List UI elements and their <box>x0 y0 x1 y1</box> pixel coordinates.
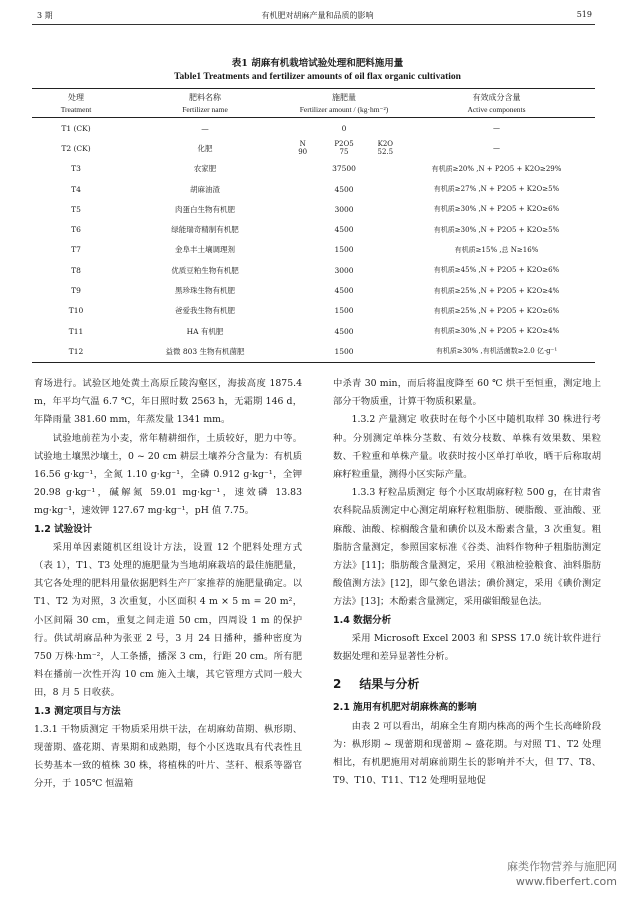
table-cell: 3000 <box>334 265 354 275</box>
table-cell: 4500 <box>334 184 354 194</box>
table-cell: T10 <box>68 306 84 316</box>
table-cell: T6 <box>71 225 81 235</box>
table-row <box>32 138 595 158</box>
table-cell: 爸爱我生物有机肥 <box>175 306 235 316</box>
th-amount-en: Fertilizer amount / (kg·hm⁻²) <box>290 104 398 118</box>
table-cell: — <box>493 144 500 153</box>
npk-value: 52.5 <box>377 148 394 157</box>
table-cell: 有机质≥30% ,N + P2O5 + K2O≥5% <box>433 225 560 234</box>
header-page-number: 519 <box>576 10 592 19</box>
table-cell: 黑珍珠生物有机肥 <box>175 286 235 296</box>
paragraph: 由表 2 可以看出，胡麻全生育期内株高的两个生长高峰阶段为：枞形期 ~ 现蕾期和现蕾期 ~ 盛花期。与对照 T1、T2 处理相比，有机肥施用对胡麻前期生长的影响并不大，但 T7、T8、T9、T10、T11、T12 处理明显地促 <box>333 720 601 787</box>
table-row <box>32 341 595 362</box>
table-cell: 有机质≥30% ,N + P2O5 + K2O≥6% <box>433 205 560 214</box>
paragraph: 采用 Microsoft Excel 2003 和 SPSS 17.0 统计软件进行数据处理和差异显著性分析。 <box>333 632 601 663</box>
table-row <box>32 260 595 280</box>
table-row <box>32 159 595 179</box>
section-heading: 2.1 施用有机肥对胡麻株高的影响 <box>333 702 477 714</box>
npk-amounts <box>290 140 398 156</box>
paragraph: 中杀青 30 min，而后将温度降至 60 ℃ 烘干至恒重，测定地上部分干物质重，计算干物质积累量。 <box>333 378 601 408</box>
table-cell: 1500 <box>290 341 398 362</box>
table-cell: 化肥 <box>197 143 213 153</box>
table-cell: 4500 <box>334 326 354 336</box>
table-cell: T2 (CK) <box>61 143 91 153</box>
table-row <box>32 118 595 139</box>
table-cell: — <box>493 124 500 133</box>
table-row <box>32 179 595 199</box>
paragraph: 1.3.2 产量测定 收获时在每个小区中随机取样 30 株进行考种。分别测定单株分茎数、有效分枝数、单株有效果数、果粒数、千粒重和单株产量。收获时按小区单打单收，晒干后称取胡麻籽粒重量，测得小区实际产量。 <box>333 414 601 481</box>
npk-value: 75 <box>339 148 349 157</box>
th-treatment-cn: 处理 <box>32 89 120 105</box>
paragraph: 育场进行。试验区地处黄土高原丘陵沟壑区，海拔高度 1875.4 m，年平均气温 6.7 ℃，年日照时数 2563 h，无霜期 146 d，年降雨量 381.60 mm，年蒸发量 1341 mm。 <box>34 378 302 426</box>
table-cell: 农家肥 <box>193 164 217 174</box>
table-cell: T5 <box>71 204 81 214</box>
table-row <box>32 240 595 260</box>
header-issue: 3 期 <box>37 11 53 20</box>
treatment-table <box>32 88 595 363</box>
table-cell: 有机质≥25% ,N + P2O5 + K2O≥6% <box>433 306 560 315</box>
table-caption-cn: 表1 胡麻有机栽培试验处理和肥料施用量 <box>231 58 404 69</box>
table-cell: 有机质≥27% ,N + P2O5 + K2O≥5% <box>433 185 560 194</box>
table-cell: 37500 <box>332 164 356 174</box>
section-number: 2 <box>333 677 342 692</box>
table-cell: 4500 <box>334 286 354 296</box>
table-cell: 1500 <box>334 306 354 316</box>
table-cell: T12 <box>32 341 120 362</box>
table-cell: 有机质≥20% ,N + P2O5 + K2O≥29% <box>431 164 562 173</box>
table-cell: T7 <box>71 245 81 255</box>
table-cell: 有机质≥30% ,N + P2O5 + K2O≥4% <box>433 327 560 336</box>
table-cell: 有机质≥30% ,有机活菌数≥2.0 亿·g⁻¹ <box>398 341 595 362</box>
section-title-text: 结果与分析 <box>359 677 420 692</box>
paragraph: 采用单因素随机区组设计方法，设置 12 个肥料处理方式（表 1），T1、T3 处理的施肥量为当地胡麻栽培的最佳施肥量，其它各处理的肥料用量依据肥料生产厂家推荐的施肥量确定。以 T1、T2 为对照，3 次重复，小区面积 4 m × 5 m = 20 m²，小区间隔 30 cm，重复之间走道 50 cm，四周设 1 m 的保护行。供试胡麻品种为张亚 2 号，3 月 24 日播种，播种密度为 750 万株·hm⁻²，人工条播，播深 3 cm，行距 20 cm。所有肥料在播前一次性开沟 10 cm 施入土壤，其它管理方式同一般大田，8 月 5 日收获。 <box>34 541 302 699</box>
table-cell: 益微 803 生物有机菌肥 <box>120 341 290 362</box>
table-cell <box>290 138 398 158</box>
table-cell: T1 (CK) <box>61 123 91 133</box>
table-cell: 有机质≥25% ,N + P2O5 + K2O≥4% <box>433 286 560 295</box>
th-amount-cn: 施肥量 <box>290 89 398 105</box>
table-cell: — <box>201 123 209 133</box>
table-cell: 有机质≥15% ,总 N≥16% <box>454 245 539 254</box>
npk-label: K2O <box>377 140 394 149</box>
table-row <box>32 280 595 300</box>
left-column <box>34 375 302 794</box>
table-cell: 有机质≥45% ,N + P2O5 + K2O≥6% <box>433 266 560 275</box>
th-fertilizer-en: Fertilizer name <box>120 104 290 118</box>
table-cell: T8 <box>71 265 81 275</box>
table-cell: T4 <box>71 184 81 194</box>
table-cell: 0 <box>341 123 347 133</box>
paragraph: 1.3.1 干物质测定 干物质采用烘干法，在胡麻幼苗期、枞形期、现蕾期、盛花期、青果期和成熟期，每个小区选取具有代表性且长势基本一致的植株 30 株，将植株的叶片、茎秆、根系等器官分开，于 105℃ 恒温箱 <box>34 723 302 790</box>
header-title: 有机肥对胡麻产量和品质的影响 <box>261 11 374 20</box>
npk-value: 90 <box>298 148 308 157</box>
table-row <box>32 321 595 341</box>
table-cell: 1500 <box>334 245 354 255</box>
section-heading: 1.3 测定项目与方法 <box>34 705 121 717</box>
section-heading: 1.4 数据分析 <box>333 614 392 626</box>
th-treatment-en: Treatment <box>32 104 120 118</box>
table-cell: 优质豆粕生物有机肥 <box>171 265 239 275</box>
table-cell: T9 <box>71 286 81 296</box>
table-cell: 4500 <box>334 225 354 235</box>
table-cell: T11 <box>68 326 84 336</box>
watermark-url: www.fiberfert.com <box>515 875 617 888</box>
table-row <box>32 301 595 321</box>
table-cell: HA 有机肥 <box>186 326 224 336</box>
right-column <box>333 375 601 790</box>
section-heading: 1.2 试验设计 <box>34 523 93 535</box>
table-caption-en: Table1 Treatments and fertilizer amounts of oil flax organic cultivation <box>174 72 461 82</box>
table-cell: T3 <box>71 164 81 174</box>
table-cell: 胡麻油渣 <box>190 184 220 194</box>
th-components-en: Active components <box>398 104 595 118</box>
th-components-cn: 有效成分含量 <box>398 89 595 105</box>
paragraph: 试验地前茬为小麦，常年精耕细作，土质较好，肥力中等。试验地土壤黑沙壤土，0 ~ 20 cm 耕层土壤养分含量为：有机质 16.56 g·kg⁻¹，全氮 1.10 g·kg⁻¹，全磷 0.912 g·kg⁻¹，全钾 20.98 g·kg⁻¹，碱解氮 59.01 mg·kg⁻¹，速效磷 13.83 mg·kg⁻¹，速效钾 127.67 mg·kg⁻¹，pH 值 7.75。 <box>34 432 302 517</box>
table-cell: 3000 <box>334 204 354 214</box>
th-fertilizer-cn: 肥料名称 <box>120 89 290 105</box>
npk-label: N <box>299 140 306 149</box>
watermark-text: 麻类作物营养与施肥网 <box>507 860 617 873</box>
table-row <box>32 219 595 239</box>
npk-label: P2O5 <box>334 140 354 149</box>
table-cell: 金阜丰土壤调理剂 <box>175 245 235 255</box>
table-cell: 绿能瑞奇精制有机肥 <box>171 225 239 235</box>
table-row <box>32 199 595 219</box>
paragraph: 1.3.3 籽粒品质测定 每个小区取胡麻籽粒 500 g，在甘肃省农科院品质测定中心测定胡麻籽粒粗脂肪、硬脂酸、亚油酸、亚麻酸、油酸、棕榈酸含量和碘价以及木酚素含量，3 次重复。粗脂肪含量测定，参照国家标准《谷类、油料作物种子粗脂肪测定方法》[11]；脂肪酸含量测定，采用《粮油检验粮食、油料脂肪酸值测方法》[12]，即气象色谱法；碘价测定，采用《碘价测定方法》[13]；木酚素含量测定，采用碳钼酸显色法。 <box>333 487 601 608</box>
section-title <box>333 675 601 693</box>
header-rule <box>32 24 595 25</box>
table-cell: 肉蛋白生物有机肥 <box>175 204 235 214</box>
